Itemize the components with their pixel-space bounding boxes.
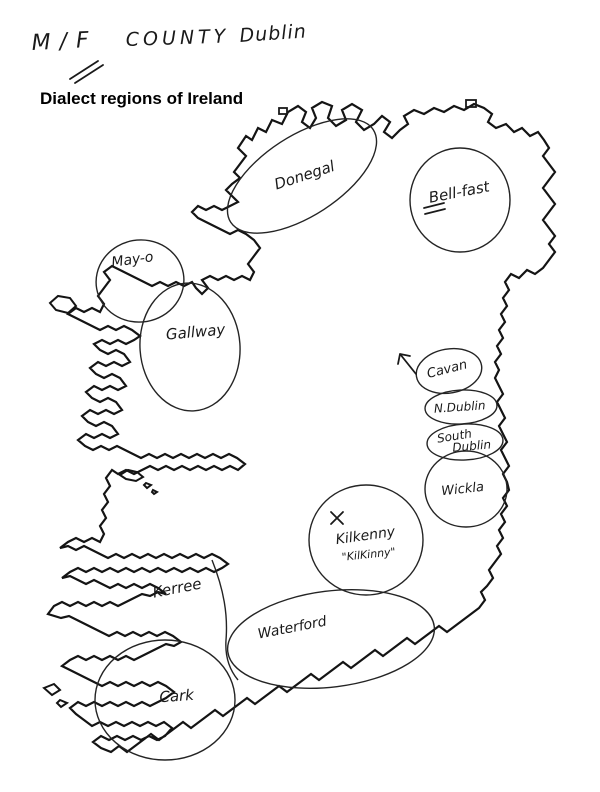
region-label-south-dublin-line1: South: [436, 426, 473, 446]
header-scribble: [70, 61, 103, 83]
region-label-kilkenny-note: "KilKinny": [341, 545, 397, 564]
aran-islands: [120, 470, 157, 494]
region-label-cavan: Cavan: [425, 357, 469, 382]
ireland-coastline: [48, 102, 555, 752]
map-symbol-square-donegal: [279, 108, 287, 114]
region-label-wicklow: Wickla: [440, 479, 485, 500]
west-cork-islands: [44, 684, 67, 707]
region-outline-galway: [136, 280, 245, 415]
header-note-county: COUNTY: [125, 25, 230, 51]
region-label-donegal: Donegal: [272, 157, 337, 194]
region-label-kerry: Kerree: [151, 574, 203, 602]
region-label-north-dublin: N.Dublin: [433, 398, 486, 416]
region-label-kilkenny: Kilkenny: [334, 523, 397, 549]
cavan-arrow: [398, 354, 416, 374]
region-boundary-kerry: [212, 560, 238, 680]
region-label-south-dublin-line2: Dublin: [451, 437, 492, 455]
header-note: [31, 20, 308, 83]
kilkenny-x-mark: [331, 512, 343, 524]
region-label-belfast: Bell-fast: [427, 177, 491, 207]
header-note-dublin: Dublin: [238, 20, 308, 47]
region-label-waterford: Waterford: [256, 613, 328, 643]
page-title: Dialect regions of Ireland: [40, 89, 244, 108]
region-label-cork: Cark: [158, 685, 195, 707]
region-label-mayo: May-o: [110, 249, 155, 271]
achill-island: [50, 296, 76, 313]
region-label-galway: Gallway: [165, 320, 226, 344]
header-note-mf: M / F: [31, 27, 91, 56]
